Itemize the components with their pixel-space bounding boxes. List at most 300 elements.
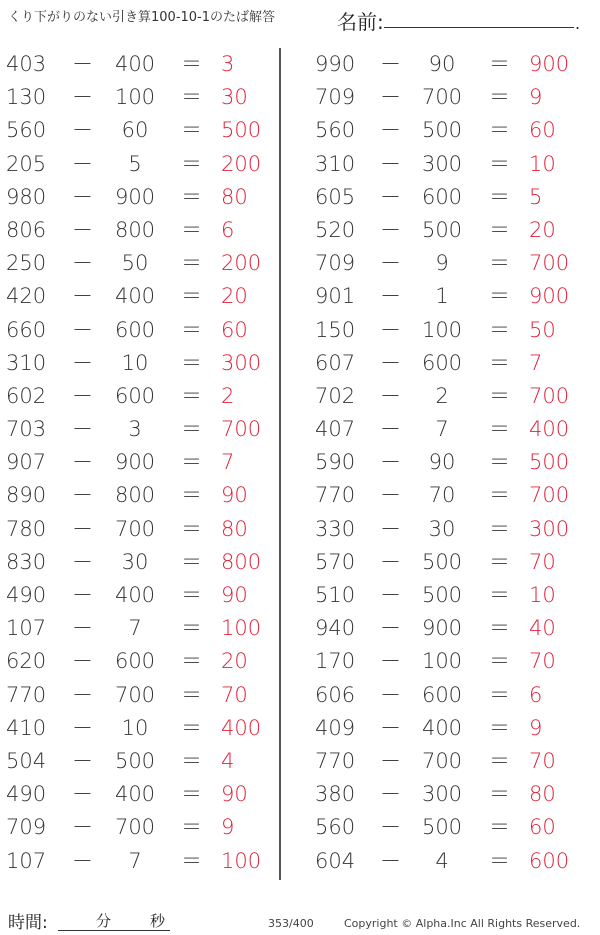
minus-sign: － bbox=[380, 350, 401, 375]
subtrahend: 400 bbox=[421, 715, 463, 740]
subtrahend: 500 bbox=[421, 118, 463, 143]
problem-row bbox=[308, 181, 600, 214]
minuend: 150 bbox=[315, 317, 356, 342]
minus-sign: － bbox=[380, 85, 401, 110]
equals-sign: ＝ bbox=[489, 583, 510, 607]
answer: 5 bbox=[529, 184, 543, 209]
equals-sign: ＝ bbox=[181, 815, 202, 840]
minuend: 330 bbox=[315, 516, 356, 541]
subtrahend: 600 bbox=[114, 317, 156, 342]
answer: 2 bbox=[221, 383, 235, 408]
subtrahend: 900 bbox=[114, 450, 156, 475]
minuend: 520 bbox=[315, 217, 356, 242]
problem-row bbox=[0, 546, 275, 579]
subtrahend: 400 bbox=[114, 284, 156, 309]
problem-row bbox=[308, 612, 600, 645]
equals-sign: ＝ bbox=[489, 151, 510, 176]
minuend: 605 bbox=[315, 184, 356, 209]
answer: 900 bbox=[529, 284, 570, 309]
answer: 10 bbox=[529, 583, 556, 607]
subtrahend: 500 bbox=[114, 748, 156, 773]
minus-sign: － bbox=[72, 483, 93, 508]
subtrahend: 700 bbox=[114, 815, 156, 840]
equals-sign: ＝ bbox=[181, 848, 202, 873]
right-problem-column bbox=[308, 48, 600, 878]
answer: 400 bbox=[221, 715, 262, 740]
subtrahend: 700 bbox=[421, 85, 463, 110]
minuend: 606 bbox=[315, 682, 356, 707]
subtrahend: 7 bbox=[435, 417, 449, 442]
subtrahend: 2 bbox=[435, 383, 449, 408]
minuend: 250 bbox=[6, 251, 47, 276]
answer: 80 bbox=[221, 516, 248, 541]
minus-sign: － bbox=[380, 682, 401, 707]
equals-sign: ＝ bbox=[181, 85, 202, 110]
equals-sign: ＝ bbox=[181, 52, 202, 76]
equals-sign: ＝ bbox=[181, 715, 202, 740]
answer: 40 bbox=[529, 616, 556, 641]
minus-sign: － bbox=[380, 383, 401, 408]
answer: 900 bbox=[529, 52, 570, 76]
minus-sign: － bbox=[72, 815, 93, 840]
subtrahend: 700 bbox=[421, 748, 463, 773]
equals-sign: ＝ bbox=[489, 782, 510, 807]
minus-sign: － bbox=[72, 251, 93, 276]
equals-sign: ＝ bbox=[181, 649, 202, 674]
problem-row bbox=[308, 745, 600, 778]
answer: 7 bbox=[529, 350, 543, 375]
answer: 60 bbox=[529, 815, 556, 840]
answer: 9 bbox=[221, 815, 235, 840]
subtrahend: 900 bbox=[421, 616, 463, 641]
minus-sign: － bbox=[72, 52, 93, 76]
minus-sign: － bbox=[72, 350, 93, 375]
answer: 500 bbox=[221, 118, 262, 143]
answer: 700 bbox=[529, 251, 570, 276]
minuend: 560 bbox=[315, 118, 356, 143]
problem-row bbox=[308, 579, 600, 612]
problem-row bbox=[0, 380, 275, 413]
problem-row bbox=[0, 645, 275, 678]
problem-row bbox=[308, 645, 600, 678]
minus-sign: － bbox=[380, 184, 401, 209]
problem-row bbox=[0, 181, 275, 214]
minus-sign: － bbox=[380, 649, 401, 674]
subtrahend: 30 bbox=[121, 549, 149, 574]
answer: 400 bbox=[529, 417, 570, 442]
minus-sign: － bbox=[72, 284, 93, 309]
subtrahend: 1 bbox=[435, 284, 449, 309]
equals-sign: ＝ bbox=[489, 616, 510, 641]
answer: 200 bbox=[221, 251, 262, 276]
equals-sign: ＝ bbox=[489, 317, 510, 342]
minuend: 380 bbox=[315, 782, 356, 807]
minus-sign: － bbox=[72, 184, 93, 209]
minus-sign: － bbox=[72, 549, 93, 574]
subtrahend: 4 bbox=[435, 848, 449, 873]
answer: 100 bbox=[221, 848, 262, 873]
minuend: 770 bbox=[315, 748, 356, 773]
equals-sign: ＝ bbox=[489, 350, 510, 375]
minus-sign: － bbox=[380, 417, 401, 442]
minuend: 205 bbox=[6, 151, 47, 176]
problem-row bbox=[308, 845, 600, 878]
minuend: 980 bbox=[6, 184, 47, 209]
problem-row bbox=[308, 48, 600, 81]
minuend: 607 bbox=[315, 350, 356, 375]
equals-sign: ＝ bbox=[181, 217, 202, 242]
minuend: 107 bbox=[6, 848, 47, 873]
minuend: 107 bbox=[6, 616, 47, 641]
minus-sign: － bbox=[380, 450, 401, 475]
subtrahend: 700 bbox=[114, 516, 156, 541]
subtrahend: 600 bbox=[114, 649, 156, 674]
problem-row bbox=[308, 546, 600, 579]
subtrahend: 400 bbox=[114, 782, 156, 807]
problem-row bbox=[0, 280, 275, 313]
equals-sign: ＝ bbox=[181, 350, 202, 375]
equals-sign: ＝ bbox=[181, 284, 202, 309]
problem-row bbox=[308, 380, 600, 413]
equals-sign: ＝ bbox=[181, 583, 202, 607]
minus-sign: － bbox=[72, 383, 93, 408]
minus-sign: － bbox=[380, 151, 401, 176]
minus-sign: － bbox=[380, 483, 401, 508]
subtrahend: 9 bbox=[435, 251, 449, 276]
minus-sign: － bbox=[72, 715, 93, 740]
minuend: 940 bbox=[315, 616, 356, 641]
answer: 6 bbox=[529, 682, 543, 707]
equals-sign: ＝ bbox=[489, 715, 510, 740]
minus-sign: － bbox=[72, 516, 93, 541]
left-problem-column bbox=[0, 48, 275, 878]
seconds-label: 秒 bbox=[150, 912, 166, 930]
minuend: 410 bbox=[6, 715, 47, 740]
problem-row bbox=[308, 446, 600, 479]
minuend: 420 bbox=[6, 284, 47, 309]
minuend: 604 bbox=[315, 848, 356, 873]
subtrahend: 7 bbox=[128, 616, 142, 641]
equals-sign: ＝ bbox=[489, 85, 510, 110]
minus-sign: － bbox=[72, 450, 93, 475]
minuend: 709 bbox=[6, 815, 47, 840]
equals-sign: ＝ bbox=[181, 417, 202, 442]
minus-sign: － bbox=[72, 85, 93, 110]
minus-sign: － bbox=[72, 782, 93, 807]
equals-sign: ＝ bbox=[489, 217, 510, 242]
equals-sign: ＝ bbox=[181, 549, 202, 574]
problem-row bbox=[308, 81, 600, 114]
subtrahend: 50 bbox=[121, 251, 149, 276]
answer: 80 bbox=[221, 184, 248, 209]
answer: 90 bbox=[221, 782, 248, 807]
subtrahend: 500 bbox=[421, 549, 463, 574]
problem-row bbox=[308, 114, 600, 147]
minus-sign: － bbox=[380, 616, 401, 641]
subtrahend: 800 bbox=[114, 483, 156, 508]
problem-row bbox=[308, 413, 600, 446]
page-number: 353/400 bbox=[268, 917, 314, 930]
minuend: 890 bbox=[6, 483, 47, 508]
subtrahend: 90 bbox=[428, 450, 456, 475]
problem-row bbox=[308, 679, 600, 712]
subtrahend: 900 bbox=[114, 184, 156, 209]
minuend: 660 bbox=[6, 317, 47, 342]
minus-sign: － bbox=[72, 682, 93, 707]
equals-sign: ＝ bbox=[489, 184, 510, 209]
minuend: 907 bbox=[6, 450, 47, 475]
minus-sign: － bbox=[380, 516, 401, 541]
minus-sign: － bbox=[72, 317, 93, 342]
subtrahend: 600 bbox=[421, 682, 463, 707]
minuend: 602 bbox=[6, 383, 47, 408]
problem-row bbox=[0, 712, 275, 745]
minuend: 806 bbox=[6, 217, 47, 242]
answer: 800 bbox=[221, 549, 262, 574]
problem-row bbox=[0, 778, 275, 811]
answer: 300 bbox=[221, 350, 262, 375]
subtrahend: 300 bbox=[421, 782, 463, 807]
problem-row bbox=[0, 413, 275, 446]
minus-sign: － bbox=[380, 52, 401, 76]
minus-sign: － bbox=[380, 284, 401, 309]
problem-row bbox=[0, 513, 275, 546]
minus-sign: － bbox=[380, 715, 401, 740]
answer: 600 bbox=[529, 848, 570, 873]
equals-sign: ＝ bbox=[489, 815, 510, 840]
answer: 300 bbox=[529, 516, 570, 541]
problem-row bbox=[0, 845, 275, 878]
name-label: 名前: bbox=[337, 10, 384, 34]
time-label: 時間: bbox=[8, 913, 48, 933]
answer: 50 bbox=[529, 317, 556, 342]
worksheet-title: くり下がりのない引き算100-10-1のたば解答 bbox=[8, 10, 276, 25]
minuend: 409 bbox=[315, 715, 356, 740]
minuend: 709 bbox=[315, 251, 356, 276]
minus-sign: － bbox=[380, 118, 401, 143]
subtrahend: 3 bbox=[128, 417, 142, 442]
subtrahend: 70 bbox=[428, 483, 456, 508]
subtrahend: 100 bbox=[421, 649, 463, 674]
minuend: 830 bbox=[6, 549, 47, 574]
minuend: 170 bbox=[315, 649, 356, 674]
subtrahend: 30 bbox=[428, 516, 456, 541]
subtrahend: 600 bbox=[421, 184, 463, 209]
minus-sign: － bbox=[380, 317, 401, 342]
subtrahend: 400 bbox=[114, 52, 156, 76]
answer: 90 bbox=[221, 583, 248, 607]
subtrahend: 100 bbox=[421, 317, 463, 342]
answer: 60 bbox=[221, 317, 248, 342]
minus-sign: － bbox=[72, 848, 93, 873]
equals-sign: ＝ bbox=[489, 118, 510, 143]
problem-row bbox=[308, 247, 600, 280]
answer: 700 bbox=[529, 483, 570, 508]
name-period: . bbox=[575, 14, 581, 33]
problem-row bbox=[0, 81, 275, 114]
equals-sign: ＝ bbox=[489, 417, 510, 442]
minuend: 130 bbox=[6, 85, 47, 110]
equals-sign: ＝ bbox=[489, 848, 510, 873]
subtrahend: 90 bbox=[428, 52, 456, 76]
answer: 700 bbox=[529, 383, 570, 408]
minus-sign: － bbox=[72, 649, 93, 674]
answer: 9 bbox=[529, 715, 543, 740]
equals-sign: ＝ bbox=[489, 549, 510, 574]
equals-sign: ＝ bbox=[181, 450, 202, 475]
minuend: 901 bbox=[315, 284, 356, 309]
equals-sign: ＝ bbox=[489, 383, 510, 408]
subtrahend: 60 bbox=[121, 118, 149, 143]
problem-row bbox=[0, 745, 275, 778]
subtrahend: 600 bbox=[114, 383, 156, 408]
subtrahend: 500 bbox=[421, 217, 463, 242]
minus-sign: － bbox=[72, 616, 93, 641]
answer: 60 bbox=[529, 118, 556, 143]
minuend: 490 bbox=[6, 583, 47, 607]
answer: 80 bbox=[529, 782, 556, 807]
subtrahend: 100 bbox=[114, 85, 156, 110]
equals-sign: ＝ bbox=[181, 682, 202, 707]
answer: 70 bbox=[529, 748, 556, 773]
subtrahend: 10 bbox=[121, 715, 149, 740]
minuend: 780 bbox=[6, 516, 47, 541]
minus-sign: － bbox=[380, 748, 401, 773]
problem-row bbox=[308, 148, 600, 181]
equals-sign: ＝ bbox=[489, 483, 510, 508]
answer: 20 bbox=[221, 284, 248, 309]
name-field-line[interactable] bbox=[384, 27, 574, 28]
problem-row bbox=[0, 446, 275, 479]
equals-sign: ＝ bbox=[181, 483, 202, 508]
answer: 10 bbox=[529, 151, 556, 176]
minuend: 510 bbox=[315, 583, 356, 607]
problem-row bbox=[308, 214, 600, 247]
equals-sign: ＝ bbox=[489, 450, 510, 475]
subtrahend: 5 bbox=[128, 151, 142, 176]
subtrahend: 800 bbox=[114, 217, 156, 242]
answer: 6 bbox=[221, 217, 235, 242]
problem-row bbox=[0, 579, 275, 612]
problem-row bbox=[308, 479, 600, 512]
answer: 90 bbox=[221, 483, 248, 508]
subtrahend: 400 bbox=[114, 583, 156, 607]
answer: 3 bbox=[221, 52, 235, 76]
answer: 700 bbox=[221, 417, 262, 442]
minuend: 709 bbox=[315, 85, 356, 110]
problem-row bbox=[308, 280, 600, 313]
minus-sign: － bbox=[380, 848, 401, 873]
problem-row bbox=[308, 778, 600, 811]
minus-sign: － bbox=[72, 748, 93, 773]
equals-sign: ＝ bbox=[181, 118, 202, 143]
answer: 4 bbox=[221, 748, 235, 773]
subtrahend: 700 bbox=[114, 682, 156, 707]
equals-sign: ＝ bbox=[181, 383, 202, 408]
problem-row bbox=[308, 811, 600, 844]
minus-sign: － bbox=[72, 583, 93, 607]
problem-row bbox=[0, 679, 275, 712]
subtrahend: 600 bbox=[421, 350, 463, 375]
answer: 100 bbox=[221, 616, 262, 641]
minus-sign: － bbox=[72, 217, 93, 242]
equals-sign: ＝ bbox=[489, 748, 510, 773]
copyright-notice: Copyright © Alpha.Inc All Rights Reserved. bbox=[344, 917, 581, 930]
problem-row bbox=[308, 712, 600, 745]
equals-sign: ＝ bbox=[489, 649, 510, 674]
answer: 7 bbox=[221, 450, 235, 475]
equals-sign: ＝ bbox=[181, 151, 202, 176]
equals-sign: ＝ bbox=[181, 317, 202, 342]
answer: 9 bbox=[529, 85, 543, 110]
minus-sign: － bbox=[380, 549, 401, 574]
minuend: 560 bbox=[6, 118, 47, 143]
subtrahend: 7 bbox=[128, 848, 142, 873]
minuend: 770 bbox=[315, 483, 356, 508]
problem-row bbox=[0, 347, 275, 380]
answer: 30 bbox=[221, 85, 248, 110]
minuend: 310 bbox=[6, 350, 47, 375]
problem-row bbox=[0, 114, 275, 147]
minuend: 703 bbox=[6, 417, 47, 442]
problem-row bbox=[308, 513, 600, 546]
answer: 500 bbox=[529, 450, 570, 475]
equals-sign: ＝ bbox=[181, 516, 202, 541]
minus-sign: － bbox=[72, 118, 93, 143]
problem-row bbox=[0, 314, 275, 347]
minuend: 403 bbox=[6, 52, 47, 76]
subtrahend: 500 bbox=[421, 815, 463, 840]
answer: 20 bbox=[529, 217, 556, 242]
column-divider bbox=[279, 48, 281, 880]
equals-sign: ＝ bbox=[489, 284, 510, 309]
minuend: 990 bbox=[315, 52, 356, 76]
minuend: 702 bbox=[315, 383, 356, 408]
minuend: 407 bbox=[315, 417, 356, 442]
equals-sign: ＝ bbox=[489, 682, 510, 707]
answer: 70 bbox=[529, 649, 556, 674]
minuend: 310 bbox=[315, 151, 356, 176]
equals-sign: ＝ bbox=[489, 251, 510, 276]
problem-row bbox=[0, 247, 275, 280]
minus-sign: － bbox=[380, 782, 401, 807]
subtrahend: 300 bbox=[421, 151, 463, 176]
problem-row bbox=[0, 214, 275, 247]
problem-row bbox=[0, 811, 275, 844]
minus-sign: － bbox=[72, 417, 93, 442]
minus-sign: － bbox=[380, 251, 401, 276]
problem-row bbox=[308, 347, 600, 380]
minuend: 570 bbox=[315, 549, 356, 574]
problem-row bbox=[0, 479, 275, 512]
subtrahend: 500 bbox=[421, 583, 463, 607]
equals-sign: ＝ bbox=[181, 782, 202, 807]
minuend: 770 bbox=[6, 682, 47, 707]
minus-sign: － bbox=[380, 815, 401, 840]
equals-sign: ＝ bbox=[489, 52, 510, 76]
equals-sign: ＝ bbox=[181, 748, 202, 773]
minuend: 590 bbox=[315, 450, 356, 475]
minuend: 490 bbox=[6, 782, 47, 807]
problem-row bbox=[308, 314, 600, 347]
answer: 70 bbox=[221, 682, 248, 707]
minuend: 620 bbox=[6, 649, 47, 674]
minus-sign: － bbox=[380, 583, 401, 607]
equals-sign: ＝ bbox=[181, 184, 202, 209]
minuend: 504 bbox=[6, 748, 47, 773]
minus-sign: － bbox=[380, 217, 401, 242]
answer: 200 bbox=[221, 151, 262, 176]
